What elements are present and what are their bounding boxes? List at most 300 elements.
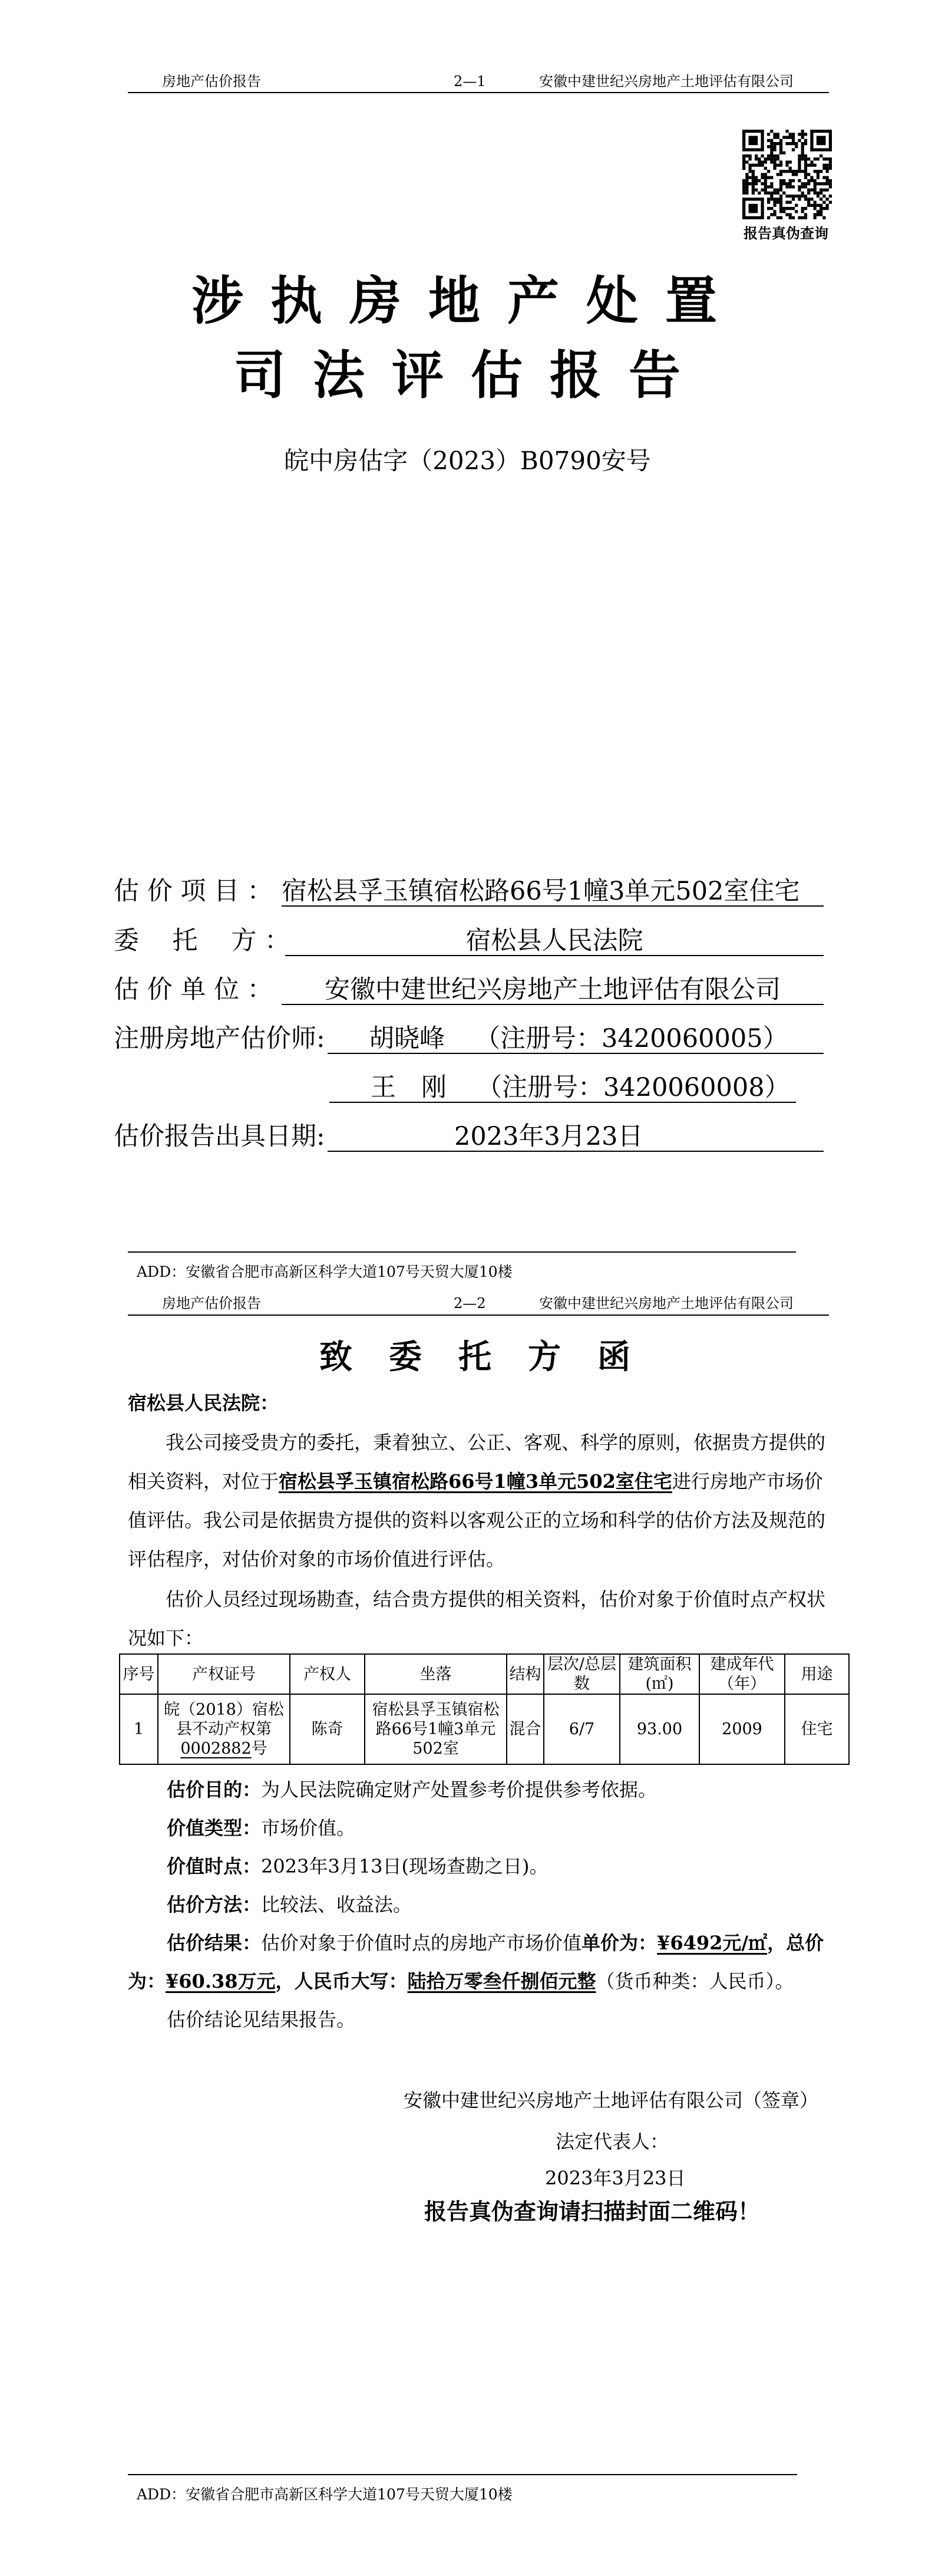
qr-module [826, 197, 829, 200]
cell-use: 住宅 [785, 1694, 849, 1764]
qr-module [742, 157, 745, 160]
qr-module [817, 192, 820, 195]
qr-module [807, 197, 810, 200]
header-cell: 层次/总层数 [544, 1654, 620, 1694]
qr-module [817, 182, 820, 185]
qr-module [779, 210, 782, 213]
qr-module [820, 192, 822, 195]
qr-module [745, 185, 748, 188]
header-cell: 序号 [120, 1654, 158, 1694]
qr-module [770, 213, 773, 216]
qr-caption: 报告真伪查询 [744, 225, 828, 242]
field-client [114, 925, 643, 956]
qr-module [767, 216, 770, 219]
qr-finder [742, 130, 745, 151]
qr-finder [810, 148, 832, 151]
qr-module [826, 157, 829, 160]
qr-module [810, 179, 813, 182]
qr-module [792, 170, 795, 173]
cell-year: 2009 [699, 1694, 785, 1764]
qr-module [761, 173, 764, 176]
qr-module [804, 207, 807, 210]
qr-module [777, 189, 779, 192]
qr-module [798, 157, 801, 160]
qr-module [817, 213, 820, 216]
qr-module [801, 142, 804, 145]
qr-module [770, 207, 773, 210]
qr-finder [748, 204, 758, 213]
qr-module [814, 179, 817, 182]
qr-module [817, 204, 820, 207]
qr-module [773, 157, 776, 160]
qr-module [810, 189, 813, 192]
qr-module [779, 204, 782, 207]
qr-module [822, 164, 825, 167]
table-row [120, 1694, 849, 1764]
qr-finder [761, 130, 764, 151]
qr-module [779, 189, 782, 192]
qr-module [814, 204, 817, 207]
qr-module [779, 207, 782, 210]
qr-module [820, 213, 822, 216]
qr-module [822, 216, 825, 219]
qr-module [755, 179, 758, 182]
header-report-type: 房地产估价报告 [162, 1295, 261, 1312]
qr-module [807, 204, 810, 207]
qr-module [789, 160, 792, 163]
valuation-items [128, 1771, 827, 2039]
qr-module [801, 136, 804, 139]
qr-module [814, 185, 817, 188]
field-report-date [114, 1121, 643, 1152]
qr-module [826, 179, 829, 182]
qr-module [779, 173, 782, 176]
qr-module [745, 189, 748, 192]
qr-module [804, 164, 807, 167]
signature-company: 安徽中建世纪兴房地产土地评估有限公司（签章） [404, 2089, 819, 2111]
verification-notice: 报告真伪查询请扫描封面二维码！ [424, 2198, 761, 2225]
qr-module [745, 176, 748, 179]
qr-module [770, 176, 773, 179]
qr-module [822, 157, 825, 160]
qr-module [764, 160, 767, 163]
qr-module [755, 189, 758, 192]
cert-text: 皖（2018）宿松县不动产权第 [164, 1701, 284, 1738]
qr-module [748, 154, 751, 157]
qr-module [826, 176, 829, 179]
qr-module [770, 139, 773, 142]
letter-paragraph-2: 估价人员经过现场勘查，结合贵方提供的相关资料，估价对象于价值时点产权状况如下： [128, 1588, 826, 1649]
qr-finder [817, 136, 826, 145]
qr-module [764, 185, 767, 188]
qr-module [773, 192, 776, 195]
qr-module [795, 145, 798, 148]
qr-module [810, 176, 813, 179]
qr-module [801, 216, 804, 219]
field-project [114, 876, 800, 907]
report-title-line2: 司法评估报告 [234, 344, 708, 406]
qr-module [773, 133, 776, 136]
qr-module [764, 157, 767, 160]
qr-module [810, 164, 813, 167]
header-page-number: 2—1 [454, 73, 486, 90]
qr-module [779, 195, 782, 197]
qr-module [801, 210, 804, 213]
qr-module [758, 192, 761, 195]
qr-module [817, 176, 820, 179]
qr-module [755, 154, 758, 157]
qr-module [801, 170, 804, 173]
field-value: 宿松县孚玉镇宿松路66号1幢3单元502室住宅 [282, 876, 824, 907]
qr-module [770, 182, 773, 185]
header-cell: 用途 [785, 1654, 849, 1694]
header-divider [128, 92, 829, 93]
qr-module [745, 179, 748, 182]
qr-finder [742, 197, 745, 219]
field-label: 委 托 方 ： [114, 926, 290, 956]
qr-module [773, 197, 776, 200]
qr-module [745, 192, 748, 195]
qr-module [742, 179, 745, 182]
qr-module [767, 170, 770, 173]
qr-module [804, 167, 807, 170]
cell-structure: 混合 [507, 1694, 544, 1764]
qr-module [755, 176, 758, 179]
qr-module [785, 136, 788, 139]
qr-module [767, 139, 770, 142]
qr-module [792, 139, 795, 142]
qr-finder [748, 136, 758, 145]
qr-module [789, 136, 792, 139]
qr-module [764, 182, 767, 185]
qr-module [764, 167, 767, 170]
header-cell: 建成年代（年） [699, 1654, 785, 1694]
qr-module [792, 185, 795, 188]
qr-module [782, 207, 785, 210]
qr-module [777, 133, 779, 136]
qr-module [814, 216, 817, 219]
qr-module [814, 213, 817, 216]
qr-module [814, 170, 817, 173]
qr-module [804, 185, 807, 188]
qr-module [779, 164, 782, 167]
qr-module [773, 201, 776, 204]
qr-module [773, 154, 776, 157]
item-method: 估价方法：比较法、收益法。 [167, 1893, 412, 1916]
qr-module [801, 182, 804, 185]
qr-module [764, 173, 767, 176]
qr-module [814, 157, 817, 160]
qr-module [829, 164, 832, 167]
qr-module [801, 185, 804, 188]
qr-module [767, 197, 770, 200]
qr-finder [829, 130, 832, 151]
qr-module [810, 160, 813, 163]
appraiser-name: 王 刚 [371, 1073, 447, 1102]
qr-module [810, 204, 813, 207]
qr-module [798, 133, 801, 136]
qr-module [767, 185, 770, 188]
qr-module [807, 164, 810, 167]
qr-module [785, 195, 788, 197]
qr-module [807, 189, 810, 192]
qr-module [777, 154, 779, 157]
header-company: 安徽中建世纪兴房地产土地评估有限公司 [539, 73, 794, 90]
qr-module [782, 179, 785, 182]
qr-module [820, 189, 822, 192]
qr-module [801, 148, 804, 151]
qr-module [798, 160, 801, 163]
addressee: 宿松县人民法院： [128, 1392, 279, 1414]
qr-module [792, 148, 795, 151]
qr-module [777, 157, 779, 160]
qr-module [770, 148, 773, 151]
qr-module [773, 204, 776, 207]
appraiser-name: 胡晓峰 [369, 1024, 445, 1053]
qr-module [761, 182, 764, 185]
qr-module [742, 154, 745, 157]
qr-module [804, 213, 807, 216]
qr-module [798, 185, 801, 188]
footer-divider [128, 2474, 797, 2475]
qr-module [767, 207, 770, 210]
qr-module [761, 164, 764, 167]
qr-module [807, 173, 810, 176]
cell-no: 1 [120, 1694, 158, 1764]
qr-module [798, 154, 801, 157]
qr-module [798, 195, 801, 197]
header-cell: 产权证号 [158, 1654, 290, 1694]
qr-module [777, 173, 779, 176]
qr-module [798, 139, 801, 142]
qr-module [748, 157, 751, 160]
qr-module [820, 204, 822, 207]
qr-module [742, 167, 745, 170]
qr-module [782, 210, 785, 213]
signature-date: 2023年3月23日 [545, 2167, 686, 2189]
qr-module [829, 201, 832, 204]
field-unit [114, 974, 781, 1005]
qr-module [789, 179, 792, 182]
field-label: 估 价 单 位 ： [114, 975, 273, 1004]
qr-module [748, 182, 751, 185]
qr-module [761, 189, 764, 192]
qr-module [804, 142, 807, 145]
qr-module [752, 192, 755, 195]
qr-module [745, 154, 748, 157]
property-table [119, 1653, 850, 1765]
qr-module [795, 142, 798, 145]
qr-module [795, 210, 798, 213]
qr-module [789, 207, 792, 210]
qr-module [829, 157, 832, 160]
qr-module [755, 182, 758, 185]
footer-address: ADD：安徽省合肥市高新区科学大道107号天贸大厦10楼 [137, 1263, 513, 1280]
qr-module [820, 210, 822, 213]
qr-module [785, 201, 788, 204]
qr-module [820, 197, 822, 200]
qr-module [804, 195, 807, 197]
qr-module [817, 173, 820, 176]
qr-module [804, 216, 807, 219]
qr-module [826, 167, 829, 170]
cert-text: 号 [251, 1740, 267, 1758]
qr-module [785, 142, 788, 145]
qr-module [826, 207, 829, 210]
qr-module [770, 157, 773, 160]
qr-module [822, 182, 825, 185]
qr-module [826, 189, 829, 192]
qr-module [770, 160, 773, 163]
qr-module [807, 157, 810, 160]
qr-module [792, 216, 795, 219]
qr-module [755, 157, 758, 160]
qr-module [748, 170, 751, 173]
qr-module [789, 216, 792, 219]
qr-module [773, 167, 776, 170]
qr-module [758, 160, 761, 163]
qr-module [829, 160, 832, 163]
qr-module [773, 142, 776, 145]
qr-module [779, 151, 782, 154]
qr-module [804, 157, 807, 160]
qr-module [789, 182, 792, 185]
qr-module [820, 182, 822, 185]
qr-module [804, 139, 807, 142]
cert-number: 0002882 [180, 1740, 252, 1758]
qr-module [773, 164, 776, 167]
qr-module [770, 195, 773, 197]
qr-module [795, 195, 798, 197]
qr-module [785, 185, 788, 188]
qr-module [795, 170, 798, 173]
qr-module [742, 185, 745, 188]
qr-module [779, 148, 782, 151]
qr-module [758, 179, 761, 182]
qr-module [770, 145, 773, 148]
qr-module [817, 195, 820, 197]
qr-module [777, 164, 779, 167]
qr-module [792, 136, 795, 139]
qr-module [752, 189, 755, 192]
field-label: 估 价 项 目 ： [114, 877, 273, 906]
field-value: 2023年3月23日 [454, 1122, 643, 1151]
letter-paragraph-1 [128, 1423, 827, 1579]
qr-module [770, 154, 773, 157]
qr-module [822, 207, 825, 210]
qr-module [814, 201, 817, 204]
header-cell: 建筑面积(㎡) [620, 1654, 699, 1694]
header-cell: 坐落 [365, 1654, 507, 1694]
qr-module [789, 185, 792, 188]
qr-finder [810, 130, 832, 133]
qr-module [761, 160, 764, 163]
qr-module [752, 179, 755, 182]
qr-module [779, 139, 782, 142]
qr-module [782, 151, 785, 154]
field-label: 注册房地产估价师: [114, 1024, 325, 1053]
field-label: 估价报告出具日期: [114, 1122, 325, 1151]
qr-module [829, 167, 832, 170]
qr-module [826, 204, 829, 207]
item-purpose: 估价目的：为人民法院确定财产处置参考价提供参考依据。 [167, 1778, 658, 1801]
paragraph-text: 进行房地产市场价值评估。我公司是依据贵方提供的资料以客观公正的立场和科学的估价方法及规范的评估程序，对估价对象的市场价值进行评估。 [128, 1470, 826, 1570]
qr-module [773, 160, 776, 163]
qr-module [820, 170, 822, 173]
qr-module [814, 189, 817, 192]
header-report-type: 房地产估价报告 [162, 73, 261, 90]
qr-code[interactable] [742, 130, 832, 219]
document-number: 皖中房估字（2023）B0790安号 [284, 446, 651, 475]
qr-module [785, 213, 788, 216]
qr-module [777, 197, 779, 200]
paragraph-text: 我公司接受贵方的委托，秉着独立、公正、客观、科学的原则，依据贵方提供的相关资料，对位于 [128, 1431, 826, 1493]
qr-module [785, 207, 788, 210]
qr-module [770, 197, 773, 200]
qr-module [779, 170, 782, 173]
qr-module [804, 173, 807, 176]
qr-module [758, 157, 761, 160]
qr-module [779, 182, 782, 185]
qr-module [782, 170, 785, 173]
qr-module [801, 130, 804, 133]
qr-module [826, 164, 829, 167]
footer-divider [128, 1251, 796, 1253]
qr-module [807, 179, 810, 182]
qr-module [829, 179, 832, 182]
field-appraiser-1 [114, 1023, 788, 1054]
qr-module [779, 185, 782, 188]
qr-module [820, 207, 822, 210]
qr-module [767, 176, 770, 179]
qr-module [817, 210, 820, 213]
qr-module [782, 136, 785, 139]
item-value-date: 价值时点：2023年3月13日(现场查勘之日)。 [167, 1855, 549, 1877]
qr-module [801, 154, 804, 157]
qr-module [822, 176, 825, 179]
qr-module [761, 176, 764, 179]
qr-module [752, 170, 755, 173]
qr-module [817, 157, 820, 160]
qr-module [742, 182, 745, 185]
report-title-line1: 涉执房地产处置 [191, 270, 745, 331]
qr-module [764, 192, 767, 195]
qr-module [804, 197, 807, 200]
qr-finder [761, 197, 764, 219]
qr-finder [742, 148, 764, 151]
qr-module [792, 173, 795, 176]
qr-module [773, 213, 776, 216]
qr-module [758, 164, 761, 167]
letter-title: 致委托方函 [319, 1338, 667, 1376]
qr-module [801, 207, 804, 210]
qr-module [779, 145, 782, 148]
item-result: 估价结果：估价对象于价值时点的房地产市场价值单价为：¥6492元/㎡，总价为：¥60.38万元，人民币大写：陆拾万零叁仟捌佰元整（货币种类：人民币）。 [128, 1932, 824, 1992]
qr-module [792, 207, 795, 210]
qr-module [792, 179, 795, 182]
qr-module [789, 195, 792, 197]
qr-module [773, 210, 776, 213]
qr-module [801, 133, 804, 136]
qr-module [767, 133, 770, 136]
qr-module [807, 201, 810, 204]
qr-module [798, 170, 801, 173]
qr-module [789, 213, 792, 216]
qr-module [789, 167, 792, 170]
header-company: 安徽中建世纪兴房地产土地评估有限公司 [539, 1295, 794, 1312]
qr-module [804, 176, 807, 179]
qr-module [826, 182, 829, 185]
